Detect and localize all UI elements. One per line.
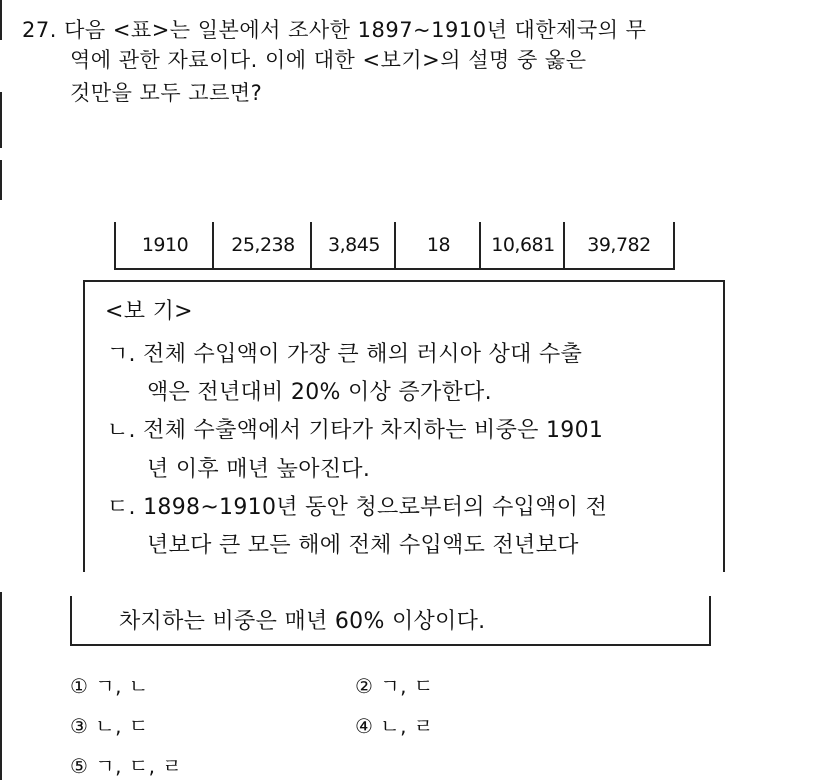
bogi-item-2-line-1: ㄴ. 전체 수출액에서 기타가 차지하는 비중은 1901	[107, 418, 604, 443]
table-cell-year: 1910	[114, 222, 214, 268]
table-cell: 25,238	[212, 222, 312, 268]
choice-1[interactable]: ① ㄱ, ㄴ	[70, 674, 149, 698]
bogi-item-3-line-1: ㄷ. 1898~1910년 동안 청으로부터의 수입액이 전	[107, 495, 608, 520]
bogi-item-2-line-2: 년 이후 매년 높아진다.	[147, 457, 371, 482]
question-line-3-clipped	[0, 70, 826, 105]
choice-3[interactable]: ③ ㄴ, ㄷ	[70, 714, 149, 738]
choice-4[interactable]: ④ ㄴ, ㄹ	[355, 714, 434, 738]
bogi-title: <보 기>	[105, 299, 193, 324]
trade-table-row	[114, 222, 675, 270]
bogi-item-3-line-2: 년보다 큰 모든 해에 전체 수입액도 전년보다	[147, 533, 579, 558]
margin-bar	[0, 0, 2, 40]
table-cell: 3,845	[310, 222, 396, 268]
question-line-2: 역에 관한 자료이다. 이에 대한 <보기>의 설명 중 옳은	[70, 48, 587, 72]
bogi-box	[83, 280, 725, 572]
choice-2[interactable]: ② ㄱ, ㄷ	[355, 674, 434, 698]
table-cell: 18	[394, 222, 481, 268]
question-line-3: 것만을 모두 고르면?	[70, 81, 263, 105]
bogi-box-continuation	[70, 596, 711, 646]
margin-bar	[0, 92, 2, 148]
choice-5[interactable]: ⑤ ㄱ, ㄷ, ㄹ	[70, 754, 183, 778]
margin-bar	[0, 160, 2, 200]
bogi-continuation-text: 차지하는 비중은 매년 60% 이상이다.	[119, 609, 486, 634]
margin-bar	[0, 592, 2, 780]
bogi-item-1-line-2: 액은 전년대비 20% 이상 증가한다.	[147, 380, 492, 405]
table-cell: 39,782	[563, 222, 675, 268]
bogi-item-1-line-1: ㄱ. 전체 수입액이 가장 큰 해의 러시아 상대 수출	[107, 342, 583, 367]
question-line-1: 27. 다음 <표>는 일본에서 조사한 1897~1910년 대한제국의 무	[22, 18, 647, 42]
table-cell: 10,681	[479, 222, 565, 268]
